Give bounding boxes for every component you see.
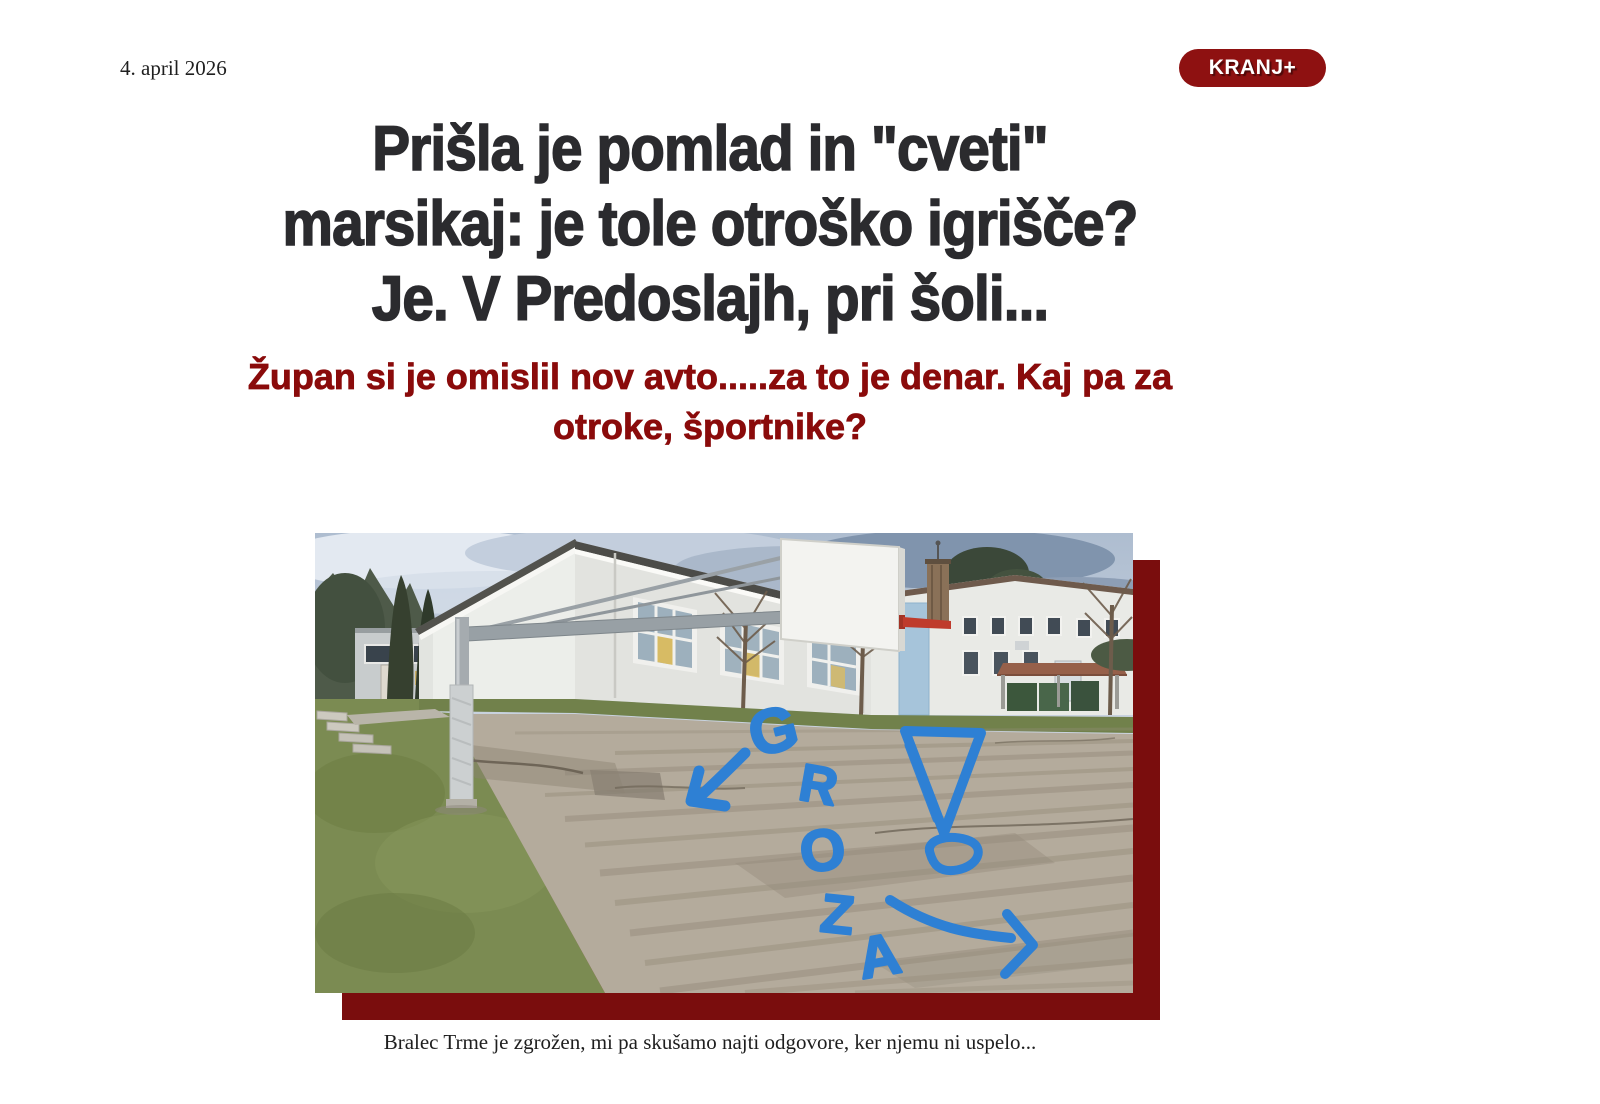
article-subtitle bbox=[120, 352, 1300, 452]
subtitle-line-1: Župan si je omislil nov avto.....za to je denar. Kaj pa za bbox=[247, 356, 1173, 397]
article-title bbox=[179, 112, 1241, 337]
title-line-2: marsikaj: je tole otroško igrišče? bbox=[282, 189, 1138, 259]
groza-letter-g: G bbox=[741, 691, 806, 771]
brand-badge-label: KRANJ+ bbox=[1208, 56, 1297, 79]
groza-letter-z: Z bbox=[817, 883, 857, 947]
title-line-3: Je. V Predoslajh, pri šoli... bbox=[371, 264, 1049, 334]
photo-caption: Bralec Trme je zgrožen, mi pa skušamo najti odgovore, ker njemu ni uspelo... bbox=[383, 1030, 1037, 1054]
title-line-1: Prišla je pomlad in "cveti" bbox=[372, 114, 1048, 184]
schoolyard-photo-illustration bbox=[315, 533, 1133, 993]
groza-letter-o: O bbox=[795, 815, 850, 886]
article-date: 4. april 2026 bbox=[120, 56, 227, 80]
subtitle-line-2: otroke, športnike? bbox=[552, 406, 868, 447]
groza-letter-a: A bbox=[852, 920, 906, 992]
article-photo bbox=[315, 533, 1133, 993]
groza-letter-r: R bbox=[794, 753, 842, 818]
brand-badge[interactable] bbox=[1179, 49, 1326, 87]
